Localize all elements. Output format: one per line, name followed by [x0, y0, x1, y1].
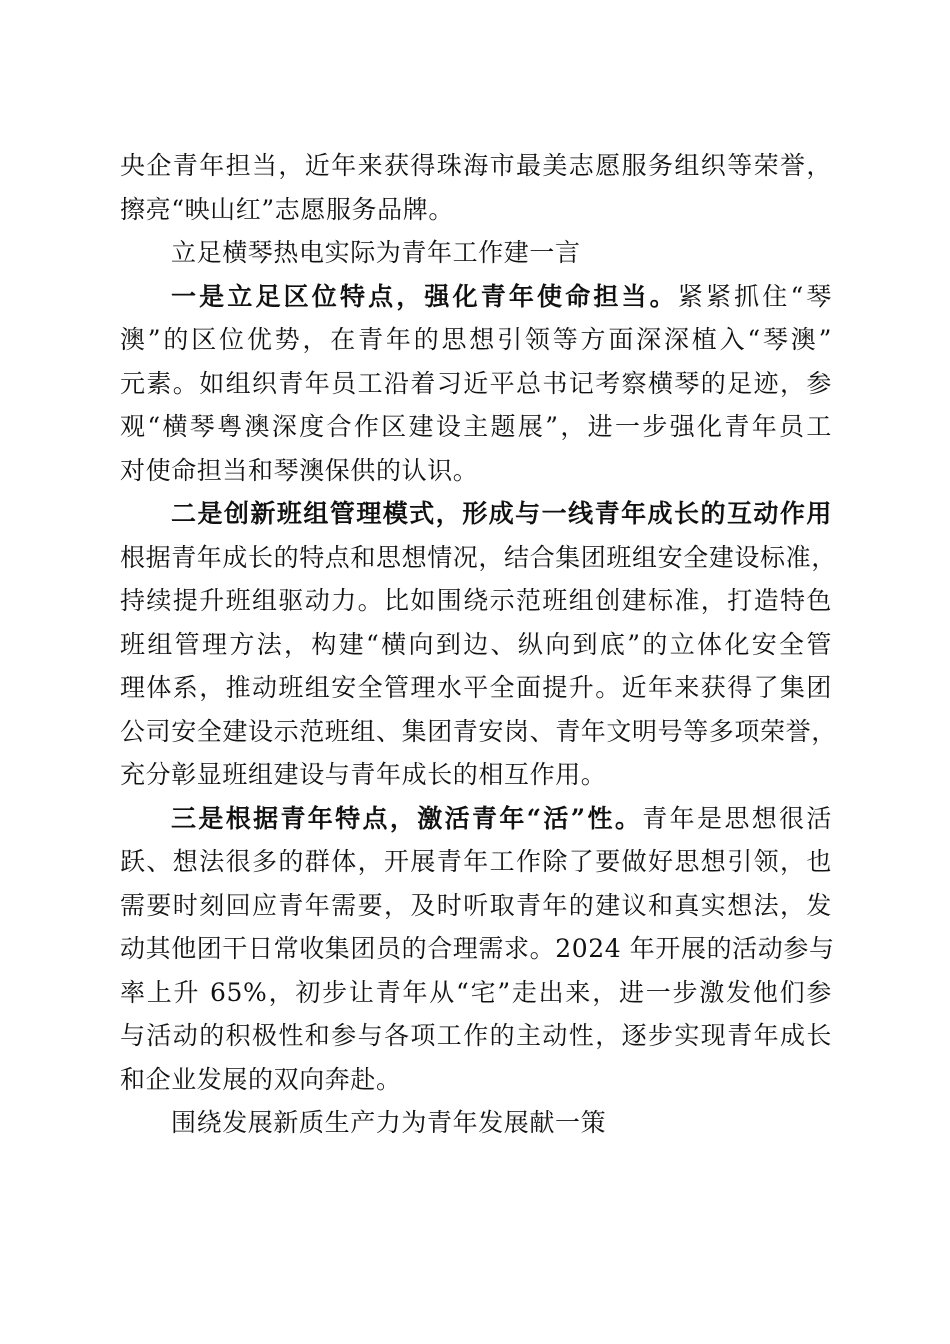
point-text: 青年是思想很活	[642, 803, 833, 833]
point-lead: 一是立足区位特点，强化青年使命担当。	[171, 281, 678, 311]
paragraph-line: 对使命担当和琴澳保供的认识。	[120, 455, 479, 485]
point-text: 紧紧抓住“琴	[677, 281, 832, 311]
paragraph-line: 动其他团干日常收集团员的合理需求。2024 年开展的活动参与	[120, 934, 835, 963]
document-body	[120, 144, 837, 1145]
paragraph-line: 理体系，推动班组安全管理水平全面提升。近年来获得了集团	[120, 673, 832, 702]
section-heading: 围绕发展新质生产力为青年发展献一策	[171, 1108, 607, 1137]
paragraph-first-line	[120, 275, 832, 319]
paragraph-line: 需要时刻回应青年需要，及时听取青年的建议和真实想法，发	[120, 890, 832, 920]
paragraph-first-line	[120, 797, 832, 841]
paragraph-line: 擦亮“映山红”志愿服务品牌。	[120, 194, 454, 224]
paragraph-line: 根据青年成长的特点和思想情况，结合集团班组安全建设标准，	[120, 542, 837, 572]
paragraph-line: 率上升 65%，初步让青年从“宅”走出来，进一步激发他们参	[120, 977, 832, 1007]
continuation-paragraph	[120, 144, 832, 231]
paragraph-point-2	[120, 492, 837, 797]
paragraph-line: 持续提升班组驱动力。比如围绕示范班组创建标准，打造特色	[120, 586, 832, 615]
paragraph-line: 澳”的区位优势，在青年的思想引领等方面深深植入“琴澳”	[120, 325, 832, 354]
point-lead: 三是根据青年特点，激活青年“活”性。	[171, 803, 643, 833]
paragraph-point-3	[120, 797, 835, 1102]
paragraph-point-1	[120, 275, 832, 493]
paragraph-line: 观“横琴粤澳深度合作区建设主题展”，进一步强化青年员工	[120, 412, 832, 441]
paragraph-line: 与活动的积极性和参与各项工作的主动性，逐步实现青年成长	[120, 1021, 832, 1050]
paragraph-line: 班组管理方法，构建“横向到边、纵向到底”的立体化安全管	[120, 629, 832, 659]
paragraph-line: 央企青年担当，近年来获得珠海市最美志愿服务组织等荣誉，	[120, 151, 832, 180]
section-heading: 立足横琴热电实际为青年工作建一言	[171, 238, 581, 267]
paragraph-line: 跃、想法很多的群体，开展青年工作除了要做好思想引领，也	[120, 847, 832, 876]
point-lead: 二是创新班组管理模式，形成与一线青年成长的互动作用	[171, 499, 832, 528]
paragraph-line: 充分彰显班组建设与青年成长的相互作用。	[120, 760, 607, 789]
paragraph-line: 和企业发展的双向奔赴。	[120, 1064, 402, 1094]
paragraph-line: 元素。如组织青年员工沿着习近平总书记考察横琴的足迹，参	[120, 368, 832, 398]
paragraph-line: 公司安全建设示范班组、集团青安岗、青年文明号等多项荣誉，	[120, 716, 837, 746]
